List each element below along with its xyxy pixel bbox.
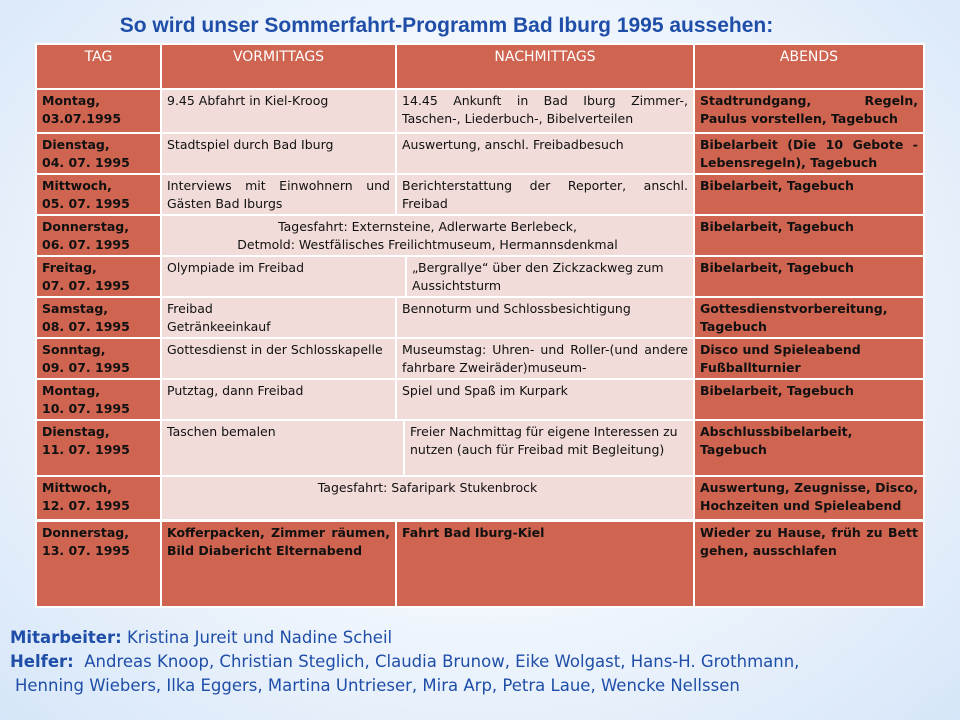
day-label: Dienstag, 11. 07. 1995 <box>42 424 130 457</box>
header-tag: TAG <box>36 44 161 89</box>
day-cell <box>36 476 161 521</box>
split-cell <box>161 420 694 476</box>
abends-cell: Wieder zu Hause, früh zu Bett gehen, ausschlafen <box>694 521 924 608</box>
table-row <box>36 297 924 338</box>
day-cell <box>36 379 161 420</box>
table-row <box>36 379 924 420</box>
table-row <box>36 133 924 174</box>
split-cell <box>161 256 694 297</box>
abends-cell: Auswertung, Zeugnisse, Disco, Hochzeiten und Spieleabend <box>694 476 924 521</box>
helfer-label: Helfer: <box>10 652 74 671</box>
nachmittags-cell: Fahrt Bad Iburg-Kiel <box>396 521 694 608</box>
schedule-table <box>35 43 925 608</box>
ganztags-cell <box>161 215 694 256</box>
nachmittags-cell: 14.45 Ankunft in Bad Iburg Zimmer-, Taschen-, Liederbuch-, Bibelverteilen <box>396 89 694 133</box>
abends-cell: Bibelarbeit, Tagebuch <box>694 256 924 297</box>
table-row <box>36 174 924 215</box>
header-abends: ABENDS <box>694 44 924 89</box>
table-row <box>36 521 924 608</box>
day-label: Mittwoch, 05. 07. 1995 <box>42 178 130 211</box>
footer <box>10 626 950 698</box>
helfer-names-2: Henning Wiebers, Ilka Eggers, Martina Untrieser, Mira Arp, Petra Laue, Wencke Nellssen <box>15 676 740 695</box>
day-cell <box>36 338 161 379</box>
table-row <box>36 338 924 379</box>
nachmittags-cell: Spiel und Spaß im Kurpark <box>396 379 694 420</box>
nachmittags-cell: Freier Nachmittag für eigene Interessen zu nutzen (auch für Freibad mit Begleitung) <box>403 421 693 475</box>
day-label: Dienstag, 04. 07. 1995 <box>42 137 130 170</box>
abends-cell: Bibelarbeit, Tagebuch <box>694 215 924 256</box>
nachmittags-cell: Bennoturm und Schlossbesichtigung <box>396 297 694 338</box>
vormittags-cell: Putztag, dann Freibad <box>161 379 396 420</box>
day-cell <box>36 256 161 297</box>
table-row <box>36 89 924 133</box>
header-row <box>36 44 924 89</box>
abends-cell: Bibelarbeit (Die 10 Gebote - Lebensregeln), Tagebuch <box>694 133 924 174</box>
vormittags-cell: Gottesdienst in der Schlosskapelle <box>161 338 396 379</box>
page-title: So wird unser Sommerfahrt-Programm Bad Iburg 1995 aussehen: <box>119 14 774 37</box>
vormittags-cell: 9.45 Abfahrt in Kiel-Kroog <box>161 89 396 133</box>
nachmittags-cell: Auswertung, anschl. Freibadbesuch <box>396 133 694 174</box>
vormittags-cell: Kofferpacken, Zimmer räumen, Bild Diabericht Elternabend <box>161 521 396 608</box>
mitarbeiter-label: Mitarbeiter: <box>10 628 122 647</box>
day-label: Sonntag, 09. 07. 1995 <box>42 342 130 375</box>
day-label: Mittwoch, 12. 07. 1995 <box>42 480 130 513</box>
day-cell <box>36 420 161 476</box>
vormittags-label: Freibad Getränkeeinkauf <box>167 301 271 334</box>
abends-cell: Disco und Spieleabend Fußballturnier <box>694 338 924 379</box>
day-label: Donnerstag, 13. 07. 1995 <box>42 525 130 558</box>
day-label: Montag, 03.07.1995 <box>42 93 122 126</box>
vormittags-cell <box>161 297 396 338</box>
abends-cell: Bibelarbeit, Tagebuch <box>694 379 924 420</box>
day-label: Samstag, 08. 07. 1995 <box>42 301 130 334</box>
vormittags-cell: Taschen bemalen <box>162 421 405 475</box>
day-cell <box>36 174 161 215</box>
abends-cell: Abschlussbibelarbeit, Tagebuch <box>694 420 924 476</box>
table-row <box>36 256 924 297</box>
abends-cell: Stadtrundgang, Regeln, Paulus vorstellen, Tagebuch <box>694 89 924 133</box>
nachmittags-cell: Museumstag: Uhren- und Roller-(und andere fahrbare Zweiräder)museum- <box>396 338 694 379</box>
helfer-names-1: Andreas Knoop, Christian Steglich, Claudia Brunow, Eike Wolgast, Hans-H. Grothmann, <box>73 652 800 671</box>
vormittags-cell: Olympiade im Freibad <box>162 257 407 296</box>
table-row <box>36 215 924 256</box>
mitarbeiter-line <box>10 626 950 650</box>
day-label: Montag, 10. 07. 1995 <box>42 383 130 416</box>
day-label: Freitag, 07. 07. 1995 <box>42 260 130 293</box>
table-row <box>36 476 924 521</box>
nachmittags-cell: „Bergrallye“ über den Zickzackweg zum Aussichtsturm <box>405 257 693 296</box>
day-cell <box>36 297 161 338</box>
ganztags-cell: Tagesfahrt: Safaripark Stukenbrock <box>161 476 694 521</box>
vormittags-cell: Stadtspiel durch Bad Iburg <box>161 133 396 174</box>
day-cell <box>36 215 161 256</box>
header-nachmittags: NACHMITTAGS <box>396 44 694 89</box>
day-label: Donnerstag, 06. 07. 1995 <box>42 219 130 252</box>
day-cell <box>36 521 161 608</box>
vormittags-cell: Interviews mit Einwohnern und Gästen Bad Iburgs <box>161 174 396 215</box>
table-row <box>36 420 924 476</box>
day-cell <box>36 89 161 133</box>
abends-cell: Bibelarbeit, Tagebuch <box>694 174 924 215</box>
abends-cell: Gottesdienstvorbereitung, Tagebuch <box>694 297 924 338</box>
helfer-line <box>10 650 950 674</box>
header-vormittags: VORMITTAGS <box>161 44 396 89</box>
day-cell <box>36 133 161 174</box>
ganztags-label: Tagesfahrt: Externsteine, Adlerwarte Berlebeck, Detmold: Westfälisches Freilichtmuseum, Hermannsdenkmal <box>237 219 618 252</box>
mitarbeiter-names: Kristina Jureit und Nadine Scheil <box>121 628 393 647</box>
nachmittags-cell: Berichterstattung der Reporter, anschl. Freibad <box>396 174 694 215</box>
